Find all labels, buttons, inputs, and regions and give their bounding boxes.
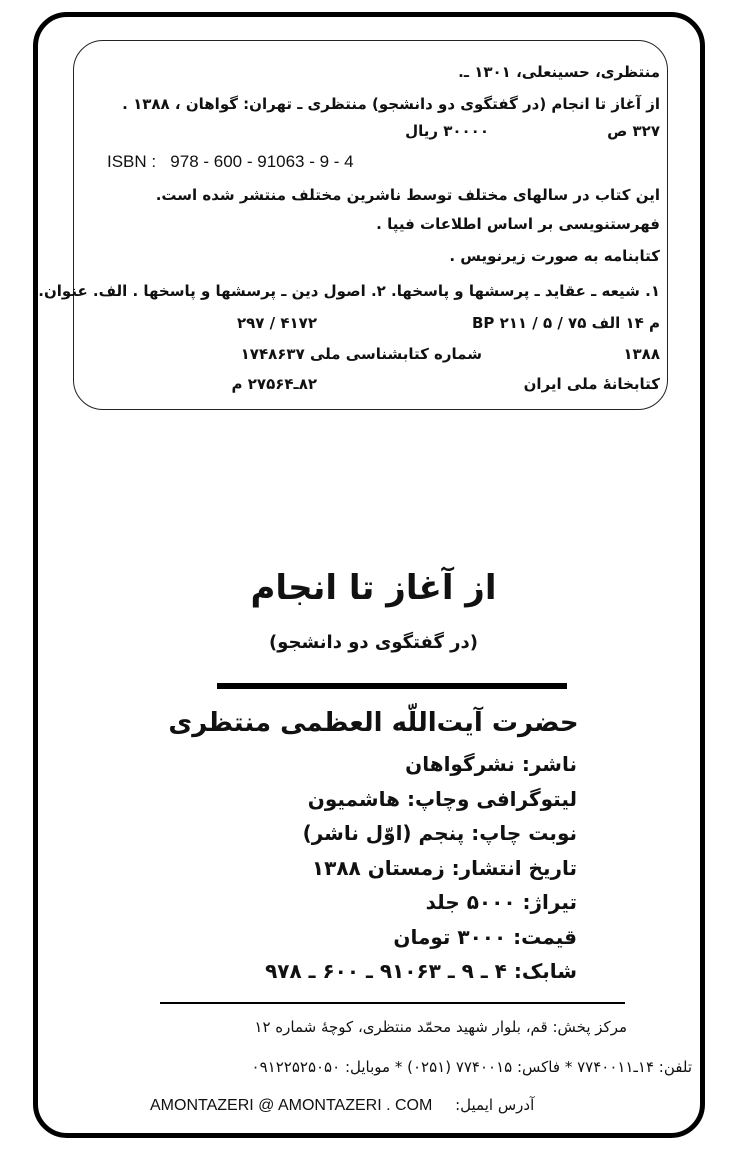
cip-author: منتظری، حسینعلی، ۱۳۰۱ ـ. <box>458 63 660 81</box>
footer-email-line <box>150 1096 600 1115</box>
cip-national-bib <box>241 345 482 363</box>
cip-library-code: ۸۲ـ۲۷۵۶۴ م <box>231 375 317 393</box>
title-rule <box>217 683 567 689</box>
footer-email-label: آدرس ایمیل: <box>455 1096 535 1114</box>
imprint-print-run: تیراژ: ۵۰۰۰ جلد <box>425 890 577 914</box>
cip-note-1: این کتاب در سالهای مختلف توسط ناشرین مختلف منتشر شده است. <box>155 186 660 204</box>
imprint-printer: لیتوگرافی وچاپ: هاشمیون <box>307 787 577 811</box>
footer-rule <box>160 1002 625 1004</box>
cip-library: کتابخانهٔ ملی ایران <box>523 375 660 393</box>
cip-note-3: کتابنامه به صورت زیرنویس . <box>449 247 660 265</box>
imprint-price: قیمت: ۳۰۰۰ تومان <box>393 925 577 949</box>
cip-national-bib-label: شماره کتابشناسی ملی <box>309 345 482 363</box>
cip-isbn <box>107 152 354 172</box>
cip-subjects: ۱. شیعه ـ عقاید ـ پرسشها و پاسخها. ۲. اصول دین ـ پرسشها و پاسخها . الف. عنوان. <box>38 282 660 300</box>
cip-note-2: فهرستنویسی بر اساس اطلاعات فیپا . <box>376 215 660 233</box>
imprint-date: تاریخ انتشار: زمستان ۱۳۸۸ <box>311 856 577 880</box>
imprint-isbn: شابک: ۴ ـ ۹ ـ ۹۱۰۶۳ ـ ۶۰۰ ـ ۹۷۸ <box>265 959 577 983</box>
footer-address: مرکز پخش: قم، بلوار شهید محمّد منتظری، کوچهٔ شماره ۱۲ <box>254 1018 627 1036</box>
book-title: از آغاز تا انجام <box>250 568 497 608</box>
cip-national-bib-value: ۱۷۴۸۶۳۷ <box>240 345 305 363</box>
cip-title: از آغاز تا انجام (در گفتگوی دو دانشجو) منتظری ـ تهران: گواهان ، ۱۳۸۸ . <box>122 95 660 113</box>
cip-isbn-value: 978 - 600 - 91063 - 9 - 4 <box>170 152 354 171</box>
footer-phones: تلفن: ۱۴ـ۷۷۴۰۰۱۱ * فاکس: ۷۷۴۰۰۱۵ (۰۲۵۱) * موبایل: ۰۹۱۲۲۵۲۵۰۵۰ <box>251 1058 692 1076</box>
cip-year: ۱۳۸۸ <box>623 345 660 363</box>
cip-isbn-label: ISBN : <box>107 152 157 171</box>
imprint-edition: نوبت چاپ: پنجم (اوّل ناشر) <box>302 821 577 845</box>
cip-call-number: BP ۲۱۱ / ۵ / ۷۵ م ۱۴ الف <box>471 314 660 332</box>
imprint-publisher: ناشر: نشرگواهان <box>405 752 577 776</box>
footer-email: AMONTAZERI @ AMONTAZERI . COM <box>150 1097 433 1114</box>
book-author: حضرت آیت‌اللّه العظمی منتظری <box>168 708 579 738</box>
book-subtitle: (در گفتگوی دو دانشجو) <box>268 632 479 653</box>
cip-dewey: ۲۹۷ / ۴۱۷۲ <box>236 314 317 332</box>
cip-price: ۳۰۰۰۰ ریال <box>405 122 489 140</box>
cip-pages: ۳۲۷ ص <box>607 122 660 140</box>
